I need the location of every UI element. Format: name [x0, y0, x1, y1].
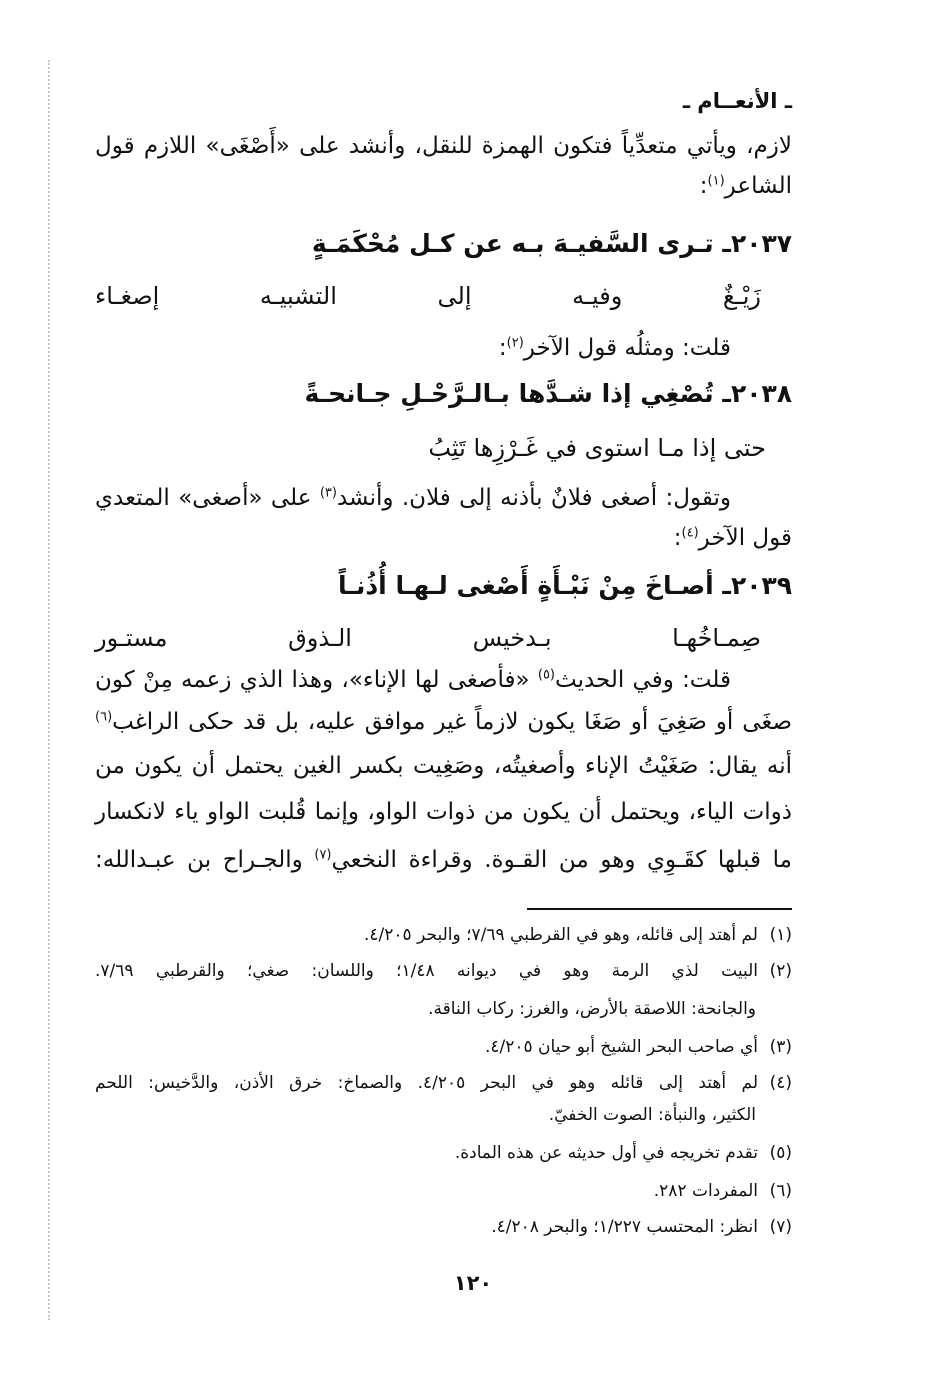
line-text-a: ما قبلها كقَـوِي وهو من القـوة. وقراءة النخعي: [331, 847, 792, 873]
line-text: الشاعر: [724, 173, 792, 199]
paragraph-line-5: [95, 840, 792, 880]
running-header: ـ الأنعــام ـ: [682, 89, 792, 113]
footnote-text: لم أهتد إلى قائله، وهو في القرطبي ٧/٦٩؛ والبحر ٤/٢٠٥.: [364, 925, 758, 945]
verse-number-2039: ٢٠٣٩ـ: [722, 571, 792, 600]
footnote-text: المفردات ٢٨٢.: [653, 1181, 758, 1201]
line-text-a: وتقول: أصغى فلانٌ بأذنه إلى فلان. وأنشد: [336, 485, 731, 511]
page-number: ١٢٠: [453, 1271, 493, 1295]
paragraph-line-4: ذوات الياء، ويحتمل أن يكون من ذوات الواو، وإنما قُلبت الواو ياء لانكسار: [95, 799, 792, 825]
footnote-ref-7[interactable]: (٧): [314, 847, 332, 863]
footnote-ref-1[interactable]: (١): [707, 173, 725, 189]
footnote-2: [95, 956, 792, 986]
paragraph-line-3: أنه يقال: صَغَيْتُ الإناء وأصغيتُه، وصَغِيت بكسر الغين يحتمل أن يكون من: [95, 753, 792, 779]
line-text-a: قلت: وفي الحديث: [555, 667, 732, 693]
footnote-ref-2[interactable]: (٢): [506, 335, 524, 351]
paragraph-line-2: [95, 702, 792, 742]
footnote-number: (٣): [769, 1037, 792, 1057]
footnote-text: أي صاحب البحر الشيخ أبو حيان ٤/٢٠٥.: [484, 1037, 758, 1057]
verse-2037-hemistich-1: [312, 224, 792, 264]
verse-2039-hemistich-1: [338, 566, 792, 606]
footnote-ref-5[interactable]: (٥): [537, 667, 555, 683]
footnote-1: [364, 920, 792, 950]
line-colon: :: [673, 525, 682, 551]
verse-2038-hemistich-2: حتى إذا مـا استوى في غَـرْزِها تَثِبُ: [428, 434, 766, 462]
verse-number-2038: ٢٠٣٨ـ: [722, 379, 792, 408]
line-text: قول الآخر: [698, 525, 792, 551]
line-text-b: «فأصغى لها الإناء»، وهذا الذي زعمه مِنْ كون: [95, 667, 530, 693]
verse-text: تُصْغِي إذا شـدَّها بـالـرَّحْـلِ جـانحـةً: [304, 379, 714, 408]
footnote-separator: [527, 908, 792, 910]
footnote-7: [491, 1212, 792, 1242]
footnote-number: (١): [769, 925, 792, 945]
line-colon: :: [498, 335, 507, 361]
footnote-number: (٥): [769, 1143, 792, 1163]
body-line-2: [700, 166, 792, 206]
verse-text: تـرى السَّفيـهَ بـه عن كـل مُحْكَمَـةٍ: [311, 229, 714, 258]
footnote-5: [455, 1138, 792, 1168]
verse-2037-hemistich-2: زَيْـغٌ وفيـه إلى التشبيـه إصغـاء: [95, 282, 761, 310]
body-line-1: لازم، ويأتي متعدِّياً فتكون الهمزة للنقل، وأنشد على «أَصْغَى» اللازم قول: [95, 133, 792, 159]
footnote-number: (٦): [769, 1181, 792, 1201]
footnote-text: البيت لذي الرمة وهو في ديوانه ١/٤٨؛ واللسان: صغي؛ والقرطبي ٧/٦٩.: [95, 961, 758, 981]
qalat-line-1: [499, 328, 731, 368]
footnote-2-continued: والجانحة: اللاصقة بالأرض، والغرز: ركاب الناقة.: [428, 999, 756, 1019]
verse-2039-hemistich-2: صِمـاخُهـا بـدخيس الـذوق مستـور: [95, 624, 761, 652]
footnote-text: انظر: المحتسب ١/٢٢٧؛ والبحر ٤/٢٠٨.: [491, 1217, 758, 1237]
footnote-text: لم أهتد إلى قائله وهو في البحر ٤/٢٠٥. والصماخ: خرق الأذن، والدَّخيس: اللحم: [95, 1073, 758, 1093]
footnote-4-continued: الكثير، والنبأة: الصوت الخفيّ.: [548, 1105, 756, 1125]
footnote-ref-3[interactable]: (٣): [319, 485, 337, 501]
line-text: قلت: ومثلُه قول الآخر: [523, 335, 731, 361]
footnote-number: (٢): [769, 961, 792, 981]
footnote-ref-6[interactable]: (٦): [95, 709, 113, 725]
footnote-3: [485, 1032, 792, 1062]
paragraph-line-1: [95, 660, 731, 700]
footnote-4: [95, 1068, 792, 1098]
line-text-b: والجـراح بن عبـدالله:: [95, 847, 303, 873]
verse-number-2037: ٢٠٣٧ـ: [722, 229, 792, 258]
scan-edge-dots: [48, 60, 50, 1320]
body-line-taqul: [95, 478, 731, 518]
body-line-qawl: [674, 518, 792, 558]
footnote-text: تقدم تخريجه في أول حديثه عن هذه المادة.: [454, 1143, 758, 1163]
line-colon: :: [699, 173, 708, 199]
verse-text: أصـاخَ مِنْ نَبْـأَةٍ أَصْغى لـهـا أُذُنـاً: [338, 571, 714, 600]
verse-2038-hemistich-1: [304, 374, 792, 414]
line-text: صغَى أو صَغِيَ أو صَغَا يكون لازماً غير موافق عليه، بل قد حكى الراغب: [112, 709, 792, 735]
line-text-b: على «أصغى» المتعدي: [95, 485, 312, 511]
footnote-number: (٤): [769, 1073, 792, 1093]
footnote-number: (٧): [769, 1217, 792, 1237]
footnote-ref-4[interactable]: (٤): [681, 525, 699, 541]
footnote-6: [654, 1176, 792, 1206]
